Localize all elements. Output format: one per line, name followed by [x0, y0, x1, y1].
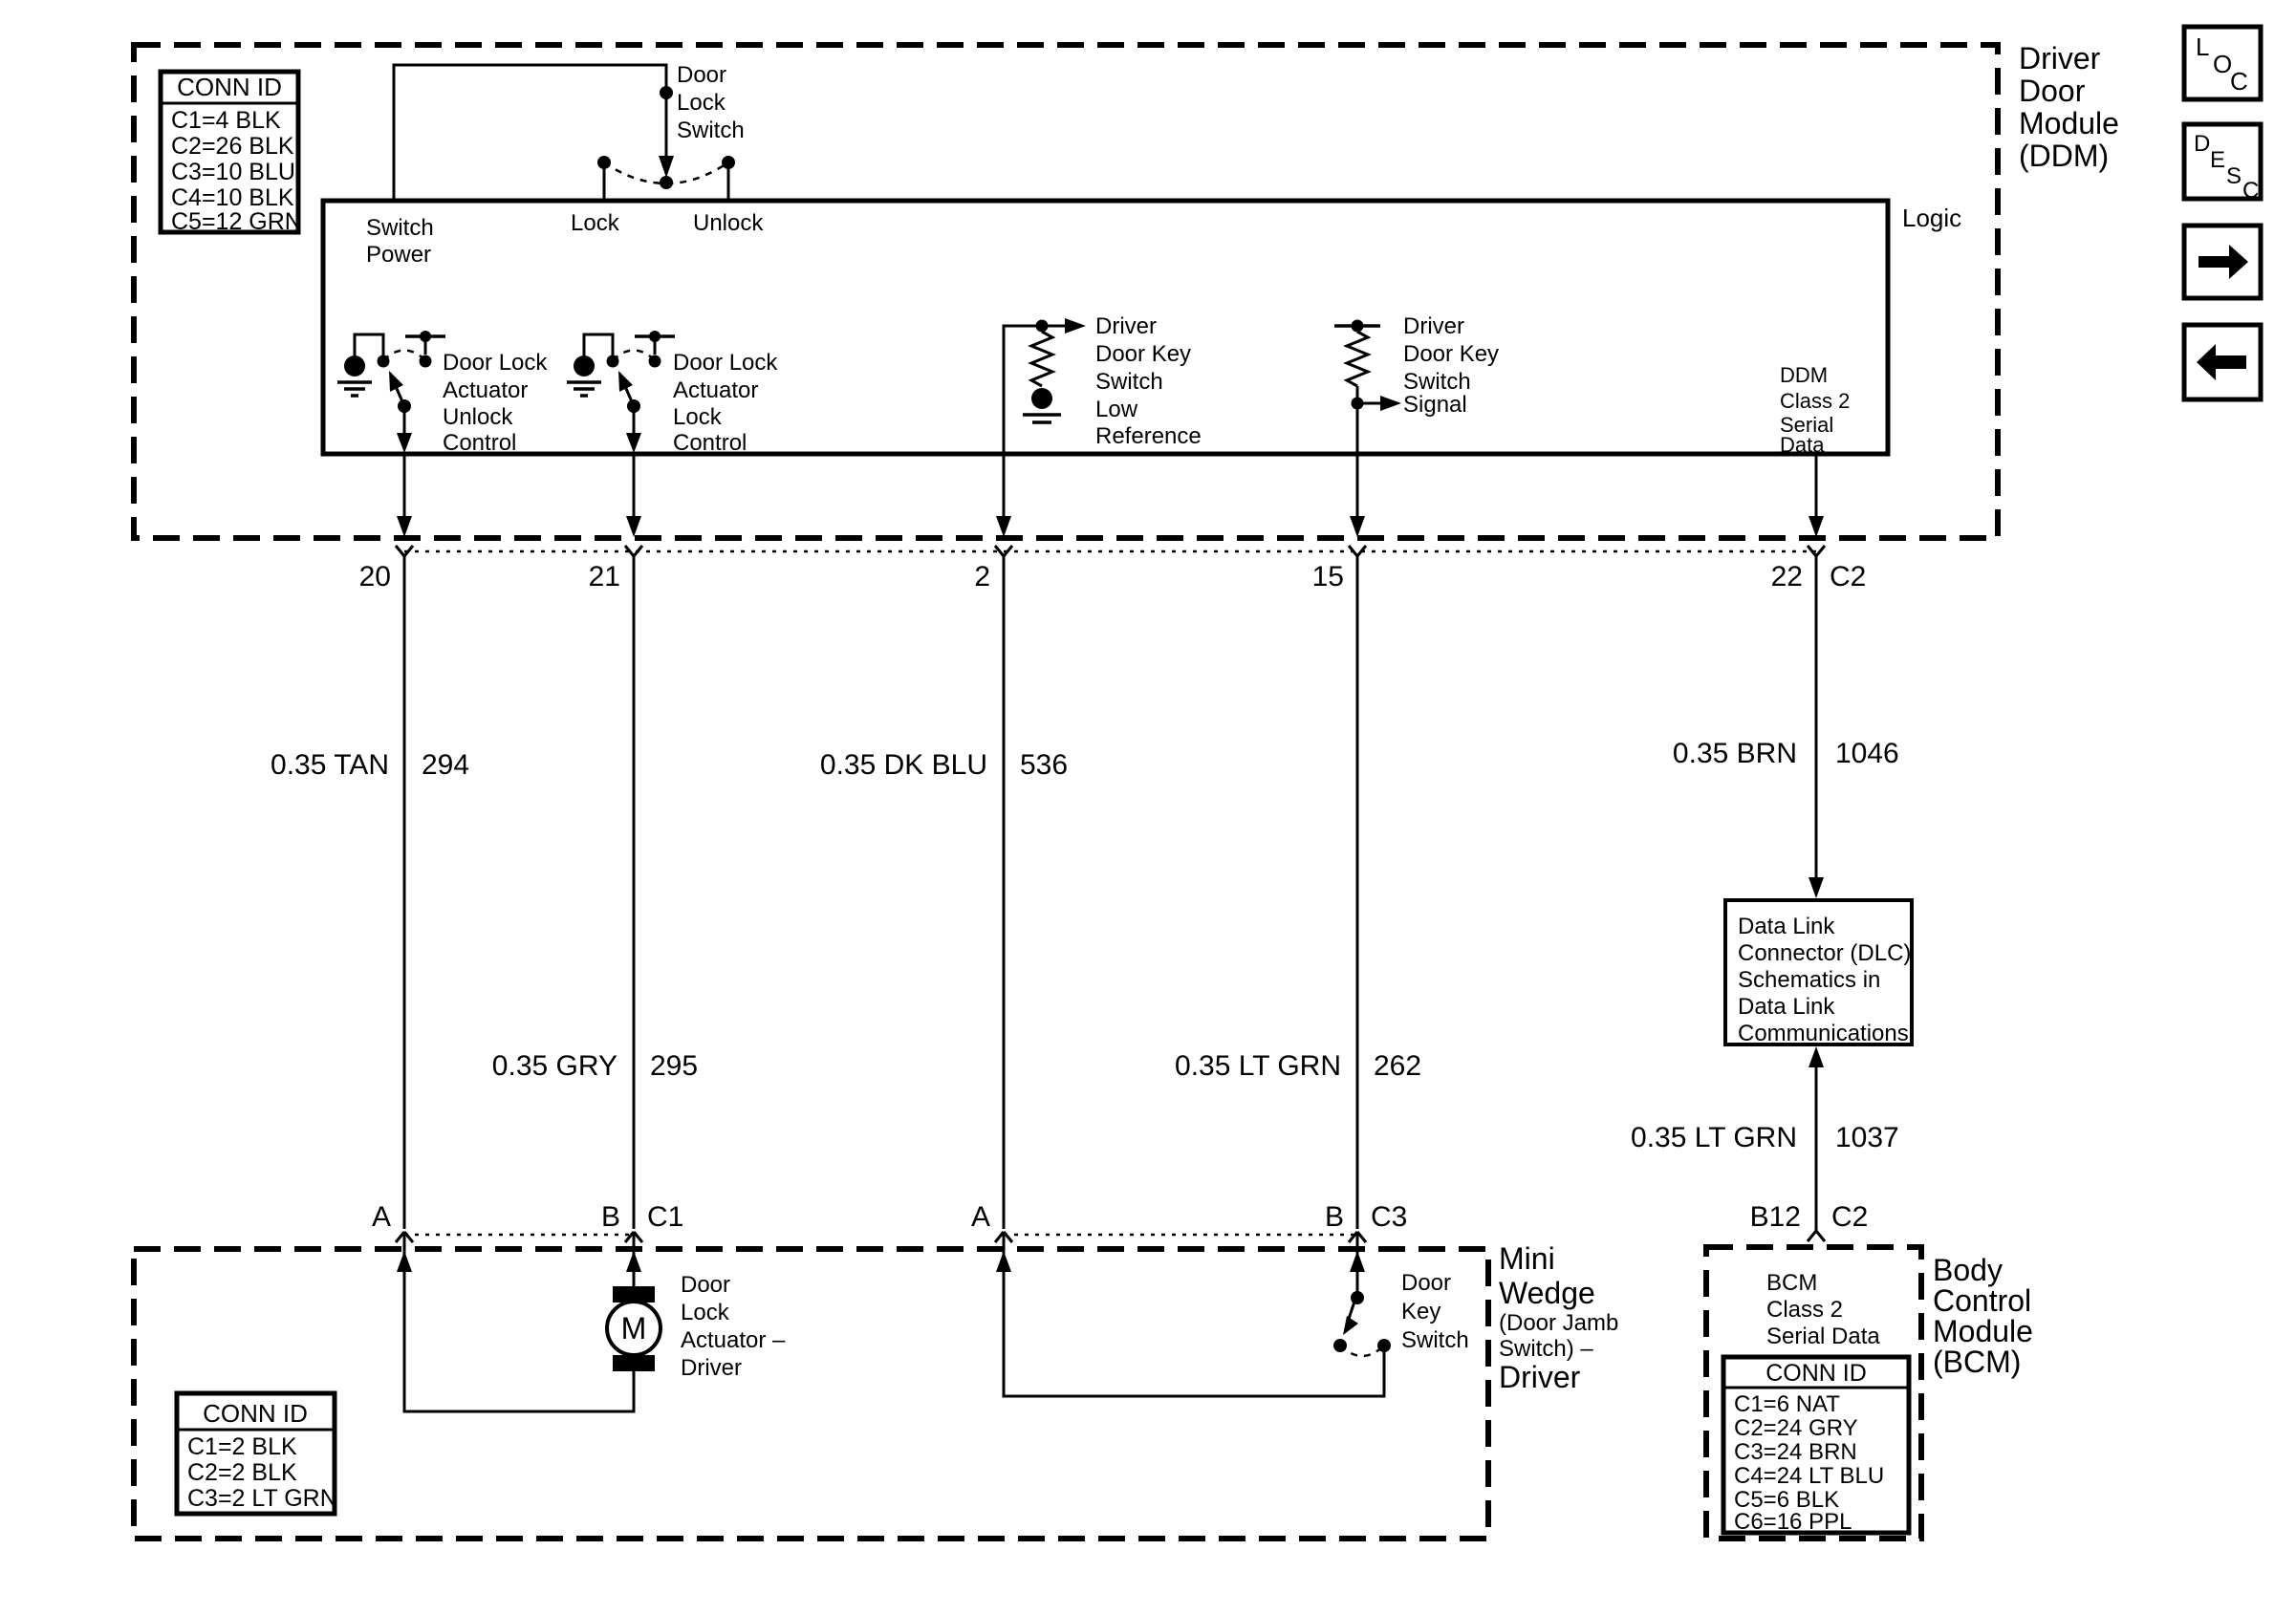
svg-text:(BCM): (BCM) — [1933, 1345, 2022, 1379]
svg-text:Mini: Mini — [1499, 1241, 1555, 1276]
svg-text:O: O — [2213, 50, 2233, 78]
svg-text:Driver: Driver — [2019, 41, 2101, 75]
key-switch-low-reference-resistor — [1004, 313, 1202, 522]
svg-text:C2=26 BLK: C2=26 BLK — [171, 133, 294, 160]
svg-text:Serial Data: Serial Data — [1766, 1324, 1880, 1349]
svg-text:Switch: Switch — [677, 118, 745, 143]
conn-id-header: CONN ID — [203, 1399, 308, 1428]
svg-text:Actuator –: Actuator – — [681, 1327, 786, 1353]
svg-text:C6=16 PPL: C6=16 PPL — [1734, 1509, 1852, 1535]
ddm-connector-row — [359, 454, 1867, 592]
pin-20: 20 — [358, 561, 391, 592]
svg-text:(Door Jamb: (Door Jamb — [1499, 1310, 1619, 1336]
resistor-icon — [1031, 332, 1052, 386]
wire-label-brn: 0.35 BRN — [1672, 738, 1797, 769]
up-arrow-icon — [1809, 1046, 1824, 1067]
svg-text:C1=6 NAT: C1=6 NAT — [1734, 1391, 1840, 1417]
wire-label-gry: 0.35 GRY — [491, 1050, 617, 1082]
logic-label: Logic — [1902, 204, 1962, 232]
svg-text:Lock: Lock — [677, 90, 726, 116]
door-lock-actuator-motor — [404, 1232, 786, 1411]
svg-text:Door Key: Door Key — [1403, 341, 1500, 367]
svg-text:C5=12 GRN: C5=12 GRN — [171, 208, 302, 235]
ground-icon — [574, 355, 595, 377]
next-page-button[interactable] — [2184, 226, 2261, 298]
right-arrow-icon — [1380, 396, 1401, 411]
svg-text:Actuator: Actuator — [443, 377, 529, 403]
right-arrow-icon — [1065, 318, 1086, 334]
pin-b12: B12 — [1749, 1201, 1801, 1233]
svg-text:Wedge: Wedge — [1499, 1276, 1595, 1310]
wire-label-dkblu: 0.35 DK BLU — [819, 749, 987, 781]
svg-text:Switch: Switch — [1401, 1327, 1469, 1353]
svg-text:C: C — [2230, 67, 2248, 96]
svg-text:L: L — [2196, 32, 2210, 61]
unlock-label: Unlock — [693, 210, 764, 236]
svg-text:Schematics in: Schematics in — [1738, 967, 1881, 993]
connector-c2: C2 — [1830, 561, 1867, 592]
ground-icon — [1031, 388, 1052, 409]
loc-button[interactable] — [2184, 27, 2261, 99]
mini-wedge-module-label — [1499, 1241, 1618, 1394]
desc-button[interactable] — [2184, 124, 2261, 204]
svg-text:C1=4 BLK: C1=4 BLK — [171, 107, 281, 134]
door-lock-switch-symbol — [394, 62, 745, 201]
switch-blade-arrow-icon — [1343, 1316, 1358, 1335]
svg-text:D: D — [2194, 131, 2211, 157]
lock-label: Lock — [571, 210, 619, 236]
svg-text:Door Lock: Door Lock — [673, 350, 778, 376]
circuit-294: 294 — [422, 749, 470, 781]
conn-id-header: CONN ID — [1765, 1360, 1867, 1387]
door-key-switch-symbol — [1004, 1232, 1469, 1396]
svg-text:C4=10 BLK: C4=10 BLK — [171, 184, 294, 211]
connector-fork-icon — [1808, 1231, 1825, 1241]
svg-text:C: C — [2242, 178, 2260, 204]
svg-text:Door: Door — [1401, 1270, 1452, 1296]
key-switch-signal-resistor — [1334, 313, 1499, 522]
pin-2: 2 — [974, 561, 990, 592]
svg-text:C4=24 LT BLU: C4=24 LT BLU — [1734, 1463, 1885, 1489]
bcm-serial-label — [1766, 1270, 1880, 1349]
svg-text:Body: Body — [1933, 1253, 2003, 1287]
svg-text:Driver: Driver — [1403, 313, 1464, 339]
pin-21: 21 — [588, 561, 620, 592]
svg-text:C2=2 BLK: C2=2 BLK — [187, 1459, 297, 1486]
pin-a1: A — [371, 1201, 391, 1233]
connector-c3: C3 — [1371, 1201, 1408, 1233]
svg-text:Key: Key — [1401, 1299, 1441, 1324]
svg-text:C1=2 BLK: C1=2 BLK — [187, 1433, 297, 1460]
svg-text:Reference: Reference — [1095, 423, 1202, 449]
pin-15: 15 — [1311, 561, 1344, 592]
ddm-serial-data-label — [1780, 363, 1850, 522]
circuit-536: 536 — [1020, 749, 1069, 781]
connector-fork-icons — [396, 1232, 1366, 1242]
switch-blade-arrow-icon — [389, 371, 403, 392]
circuit-262: 262 — [1374, 1050, 1422, 1082]
door-lock-actuator-lock-switch — [567, 331, 778, 456]
svg-text:Data Link: Data Link — [1738, 994, 1835, 1020]
svg-text:Driver: Driver — [1499, 1360, 1581, 1394]
svg-text:BCM: BCM — [1766, 1270, 1818, 1296]
svg-text:Module: Module — [1933, 1314, 2033, 1348]
circuit-1037: 1037 — [1835, 1122, 1899, 1153]
pin-b1: B — [600, 1201, 620, 1233]
circuit-1046: 1046 — [1835, 738, 1899, 769]
svg-text:Signal: Signal — [1403, 392, 1467, 418]
svg-text:Serial: Serial — [1780, 413, 1834, 437]
svg-text:(DDM): (DDM) — [2019, 139, 2110, 173]
svg-text:C3=24 BRN: C3=24 BRN — [1734, 1439, 1857, 1465]
wire-label-ltgrn262: 0.35 LT GRN — [1175, 1050, 1341, 1082]
bcm-conn-id-table — [1723, 1357, 1909, 1535]
svg-text:Control: Control — [1933, 1283, 2032, 1318]
svg-text:Door Lock: Door Lock — [443, 350, 548, 376]
bcm-module-label — [1933, 1253, 2033, 1379]
svg-text:C2=24 GRY: C2=24 GRY — [1734, 1415, 1858, 1441]
wire-label-tan: 0.35 TAN — [271, 749, 389, 781]
svg-text:Low: Low — [1095, 397, 1138, 422]
switch-power-label: Switch — [366, 215, 434, 241]
svg-text:Power: Power — [366, 242, 432, 268]
svg-text:S: S — [2226, 163, 2242, 189]
connector-c2-bcm: C2 — [1831, 1201, 1869, 1233]
switch-blade-arrow-icon — [618, 371, 633, 392]
svg-text:C3=10 BLU: C3=10 BLU — [171, 159, 295, 185]
svg-text:Door Key: Door Key — [1095, 341, 1192, 367]
pin-a2: A — [970, 1201, 990, 1233]
svg-text:Lock: Lock — [681, 1300, 729, 1325]
resistor-icon — [1347, 332, 1368, 386]
ddm-module-label — [2019, 41, 2119, 173]
dlc-reference-box[interactable] — [1725, 900, 1912, 1046]
svg-text:Data: Data — [1780, 433, 1825, 457]
svg-text:Door: Door — [2019, 74, 2086, 108]
mini-wedge-conn-id-table — [177, 1393, 337, 1514]
svg-text:Module: Module — [2019, 106, 2119, 140]
svg-text:Switch: Switch — [1095, 369, 1163, 395]
svg-text:DDM: DDM — [1780, 363, 1829, 387]
mini-wedge-connector-row — [372, 1201, 1407, 1272]
svg-text:Connector (DLC): Connector (DLC) — [1738, 940, 1912, 966]
pin-b2: B — [1324, 1201, 1344, 1233]
svg-text:C3=2 LT GRN: C3=2 LT GRN — [187, 1485, 337, 1512]
svg-text:Actuator: Actuator — [673, 377, 759, 403]
down-arrow-icon — [659, 156, 674, 178]
svg-text:Data Link: Data Link — [1738, 914, 1835, 939]
svg-text:Door: Door — [677, 62, 727, 88]
svg-text:Lock: Lock — [673, 404, 722, 430]
svg-text:Unlock: Unlock — [443, 404, 513, 430]
svg-text:Communications: Communications — [1738, 1021, 1909, 1046]
pin-22: 22 — [1770, 561, 1803, 592]
svg-text:Driver: Driver — [681, 1355, 742, 1381]
circuit-295: 295 — [650, 1050, 699, 1082]
svg-text:Switch: Switch — [1403, 369, 1471, 395]
previous-page-button[interactable] — [2184, 325, 2261, 399]
ddm-module-boundary — [134, 45, 1998, 538]
connector-c1: C1 — [647, 1201, 684, 1233]
svg-text:Control: Control — [443, 430, 517, 456]
door-lock-actuator-unlock-switch — [337, 331, 548, 456]
svg-text:Door: Door — [681, 1272, 731, 1298]
svg-text:Driver: Driver — [1095, 313, 1157, 339]
ddm-conn-id-table — [161, 72, 302, 235]
svg-text:Control: Control — [673, 430, 747, 456]
svg-text:C5=6 BLK: C5=6 BLK — [1734, 1487, 1840, 1513]
ground-icon — [344, 355, 365, 377]
svg-text:Class 2: Class 2 — [1766, 1297, 1844, 1323]
conn-id-header: CONN ID — [177, 73, 282, 101]
wire-label-ltgrn1037: 0.35 LT GRN — [1631, 1122, 1797, 1153]
svg-text:E: E — [2210, 147, 2226, 173]
motor-letter: M — [620, 1311, 647, 1346]
svg-text:Class 2: Class 2 — [1780, 389, 1851, 413]
svg-text:Switch) –: Switch) – — [1499, 1336, 1593, 1362]
